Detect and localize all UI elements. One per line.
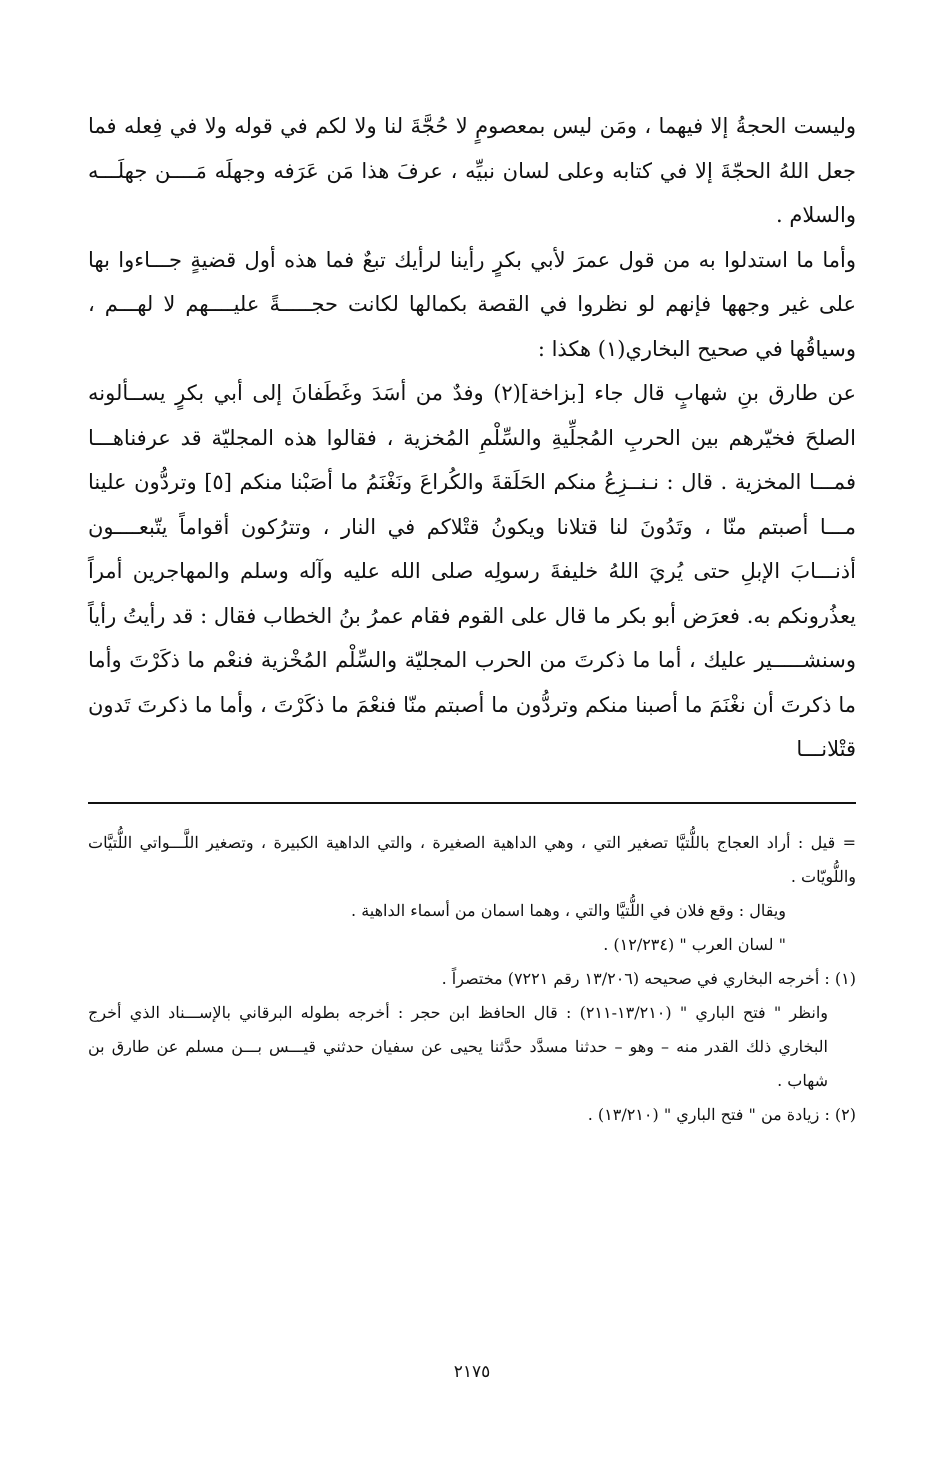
footnote-1: (١) : أخرجه البخاري في صحيحه (١٣/٢٠٦ رقم ٧٢٢١) مختصراً . (441, 968, 856, 988)
paragraph-3: عن طارق بنِ شهابٍ قال جاء [بزاخة](٢) وفدٌ من أسَدَ وغَطَفانَ إلى أبي بكرٍ يســألونه الصلحَ فخيّرهم بين الحربِ المُجلِّيةِ والسِّلْمِ المُخزية ، فقالوا هذه المجليّة قد عرفناهـــا فمـــا المخزية . قال : نـنــزِعُ منكم الحَلَقةَ والكُراعَ ونَغْنَمُ ما أصَبْنا منكم [٥] وتردُّون علينا مـــا أصبتم منّا ، وتَدُونَ لنا قتلانا ويكونُ قتْلاكم في النار ، وتترُكون أقواماً يتّبعــــون أذنـــابَ الإبلِ حتى يُريَ اللهُ خليفةَ رسولِه صلى الله عليه وآله وسلم والمهاجرين أمراً يعذُرونكم به. فعرَض أبو بكر ما قال على القوم فقام عمرُ بنُ الخطاب فقال : قد رأيتُ رأياً وسنشـــــير عليك ، أما ما ذكرتَ من الحرب المجليّة والسِّلْم المُخْزية فنعْم ما ذكَرْتَ وأما ما ذكرتَ أن نغْنَمَ ما أصبنا منكم وتردُّون ما أصبتم منّا فنعْمَ ما ذكَرْتَ ، وأما ما ذكرتَ تَدون قتْلانـــا (88, 381, 856, 761)
footnote-continued: = قيل : أراد العجاج باللُّتيَّا تصغير التي ، وهي الداهية الصغيرة ، والتي الداهية الكبيرة ، وتصغير اللَّـــواتي اللُّتيَّات واللُّويّات . (88, 832, 856, 886)
footnote-separator (88, 802, 856, 804)
footnote-line: " لسان العرب " (١٢/٢٣٤) . (603, 934, 786, 954)
page-body (88, 104, 856, 1132)
footnotes (88, 826, 856, 1132)
paragraph-2: وأما ما استدلوا به من قول عمرَ لأبي بكرٍ رأينا لرأيك تبعٌ فما هذه أول قضيةٍ جـــاءوا بها على غير وجهها فإنهم لو نظروا في القصة بكمالها لكانت حجـــــةً عليــــهم لا لهـــم ، وسياقُها في صحيح البخاري(١) هكذا : (88, 247, 856, 361)
page-number: ٢١٧٥ (453, 1362, 491, 1382)
footnote-2: (٢) : زيادة من " فتح الباري " (١٣/٢١٠) . (587, 1104, 856, 1124)
footnote-line: ويقال : وقع فلان في اللُّتيَّا والتي ، وهما اسمان من أسماء الداهية . (351, 900, 786, 920)
main-text (88, 104, 856, 772)
footnote-line: وانظر " فتح الباري " (١٣/٢١٠-٢١١) : قال الحافظ ابن حجر : أخرجه بطوله البرقاني بالإســـناد الذي أخرج البخاري ذلك القدر منه – وهو – حدثنا مسدَّد حدَّثنا يحيى عن سفيان حدثني قيـــس بـــن مسلم عن طارق بن شهاب . (88, 1002, 829, 1090)
paragraph-1: وليست الحجةُ إلا فيهما ، ومَن ليس بمعصومٍ لا حُجَّةَ لنا ولا لكم في قوله ولا في فِعله فما جعل اللهُ الحجّةَ إلا في كتابه وعلى لسان نبيِّه ، عرفَ هذا مَن عَرَفه وجهلَه مَــــن جهلَـــه والسلام . (88, 114, 856, 227)
